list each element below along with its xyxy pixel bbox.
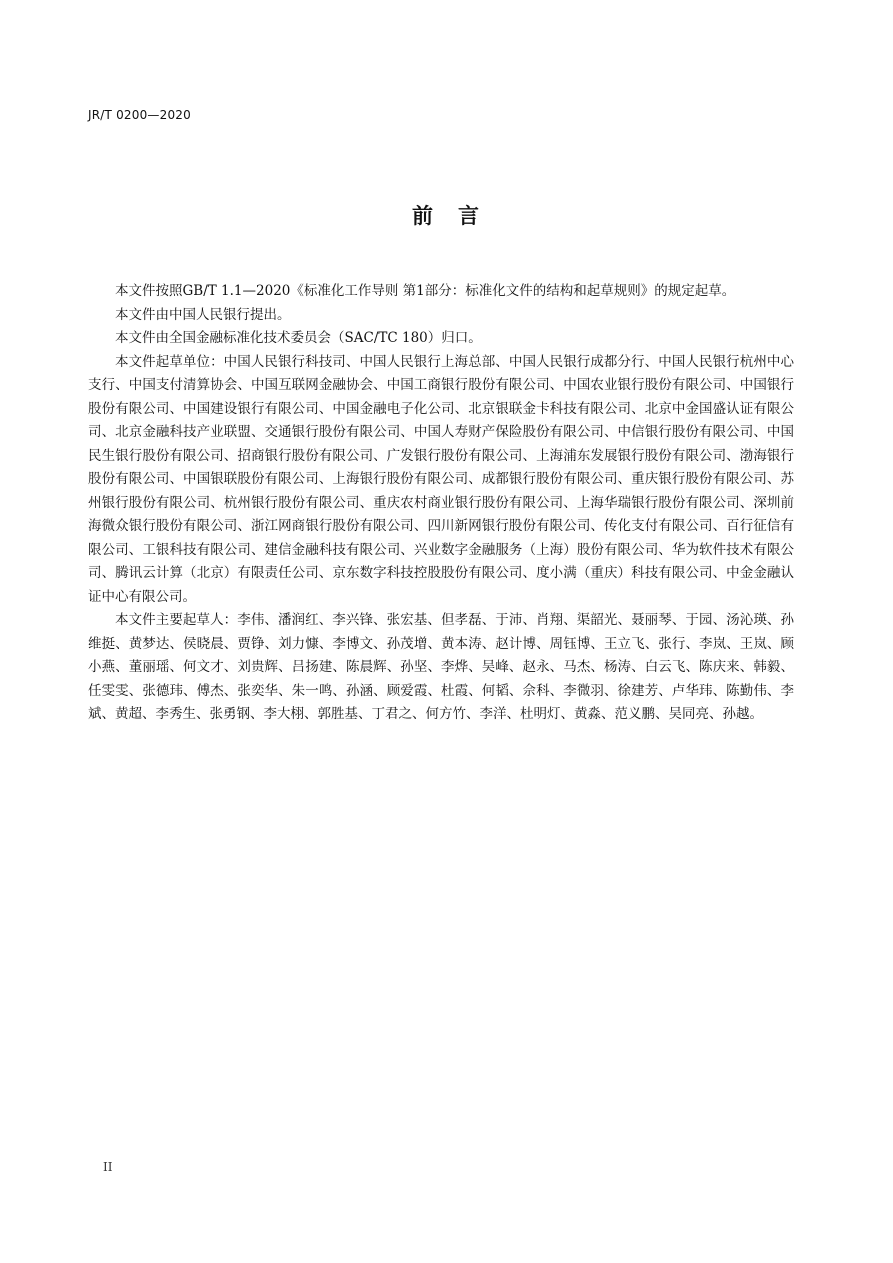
page-title: 前 言 bbox=[412, 204, 481, 228]
paragraph-drafting-rules: 本文件按照GB/T 1.1—2020《标准化工作导则 第1部分：标准化文件的结构和起草规则》的规定起草。 bbox=[115, 283, 736, 299]
foreword-body bbox=[88, 280, 794, 727]
paragraph-committee: 本文件由全国金融标准化技术委员会（SAC/TC 180）归口。 bbox=[115, 330, 482, 346]
paragraph-main-drafters: 本文件主要起草人：李伟、潘润红、李兴锋、张宏基、但孝磊、于沛、肖翔、渠韶光、聂丽琴、于园、汤沁瑛、孙维挺、黄梦达、侯晓晨、贾铮、刘力慷、李博文、孙茂增、黄本涛、赵计博、周钰博、王立飞、张行、李岚、王岚、顾小燕、董丽瑶、何文才、刘贵辉、吕扬建、陈晨辉、孙坚、李烨、吴峰、赵永、马杰、杨涛、白云飞、陈庆来、韩毅、任雯雯、张德玮、傅杰、张奕华、朱一鸣、孙涵、顾爱霞、杜霞、何韬、佘科、李微羽、徐建芳、卢华玮、陈勤伟、李斌、黄超、李秀生、张勇钢、李大栩、郭胜基、丁君之、何方竹、李洋、杜明灯、黄淼、范义鹏、吴同亮、孙越。 bbox=[88, 612, 794, 722]
paragraph-drafting-units: 本文件起草单位：中国人民银行科技司、中国人民银行上海总部、中国人民银行成都分行、中国人民银行杭州中心支行、中国支付清算协会、中国互联网金融协会、中国工商银行股份有限公司、中国农业银行股份有限公司、中国银行股份有限公司、中国建设银行有限公司、中国金融电子化公司、北京银联金卡科技有限公司、北京中金国盛认证有限公司、北京金融科技产业联盟、交通银行股份有限公司、中国人寿财产保险股份有限公司、中信银行股份有限公司、中国民生银行股份有限公司、招商银行股份有限公司、广发银行股份有限公司、上海浦东发展银行股份有限公司、渤海银行股份有限公司、中国银联股份有限公司、上海银行股份有限公司、成都银行股份有限公司、重庆银行股份有限公司、苏州银行股份有限公司、杭州银行股份有限公司、重庆农村商业银行股份有限公司、上海华瑞银行股份有限公司、深圳前海微众银行股份有限公司、浙江网商银行股份有限公司、四川新网银行股份有限公司、传化支付有限公司、百行征信有限公司、工银科技有限公司、建信金融科技有限公司、兴业数字金融服务（上海）股份有限公司、华为软件技术有限公司、腾讯云计算（北京）有限责任公司、京东数字科技控股股份有限公司、度小满（重庆）科技有限公司、中金金融认证中心有限公司。 bbox=[88, 353, 794, 605]
document-code: JR/T 0200—2020 bbox=[88, 108, 191, 122]
page-number: II bbox=[103, 1160, 113, 1174]
paragraph-proposer: 本文件由中国人民银行提出。 bbox=[115, 306, 291, 323]
